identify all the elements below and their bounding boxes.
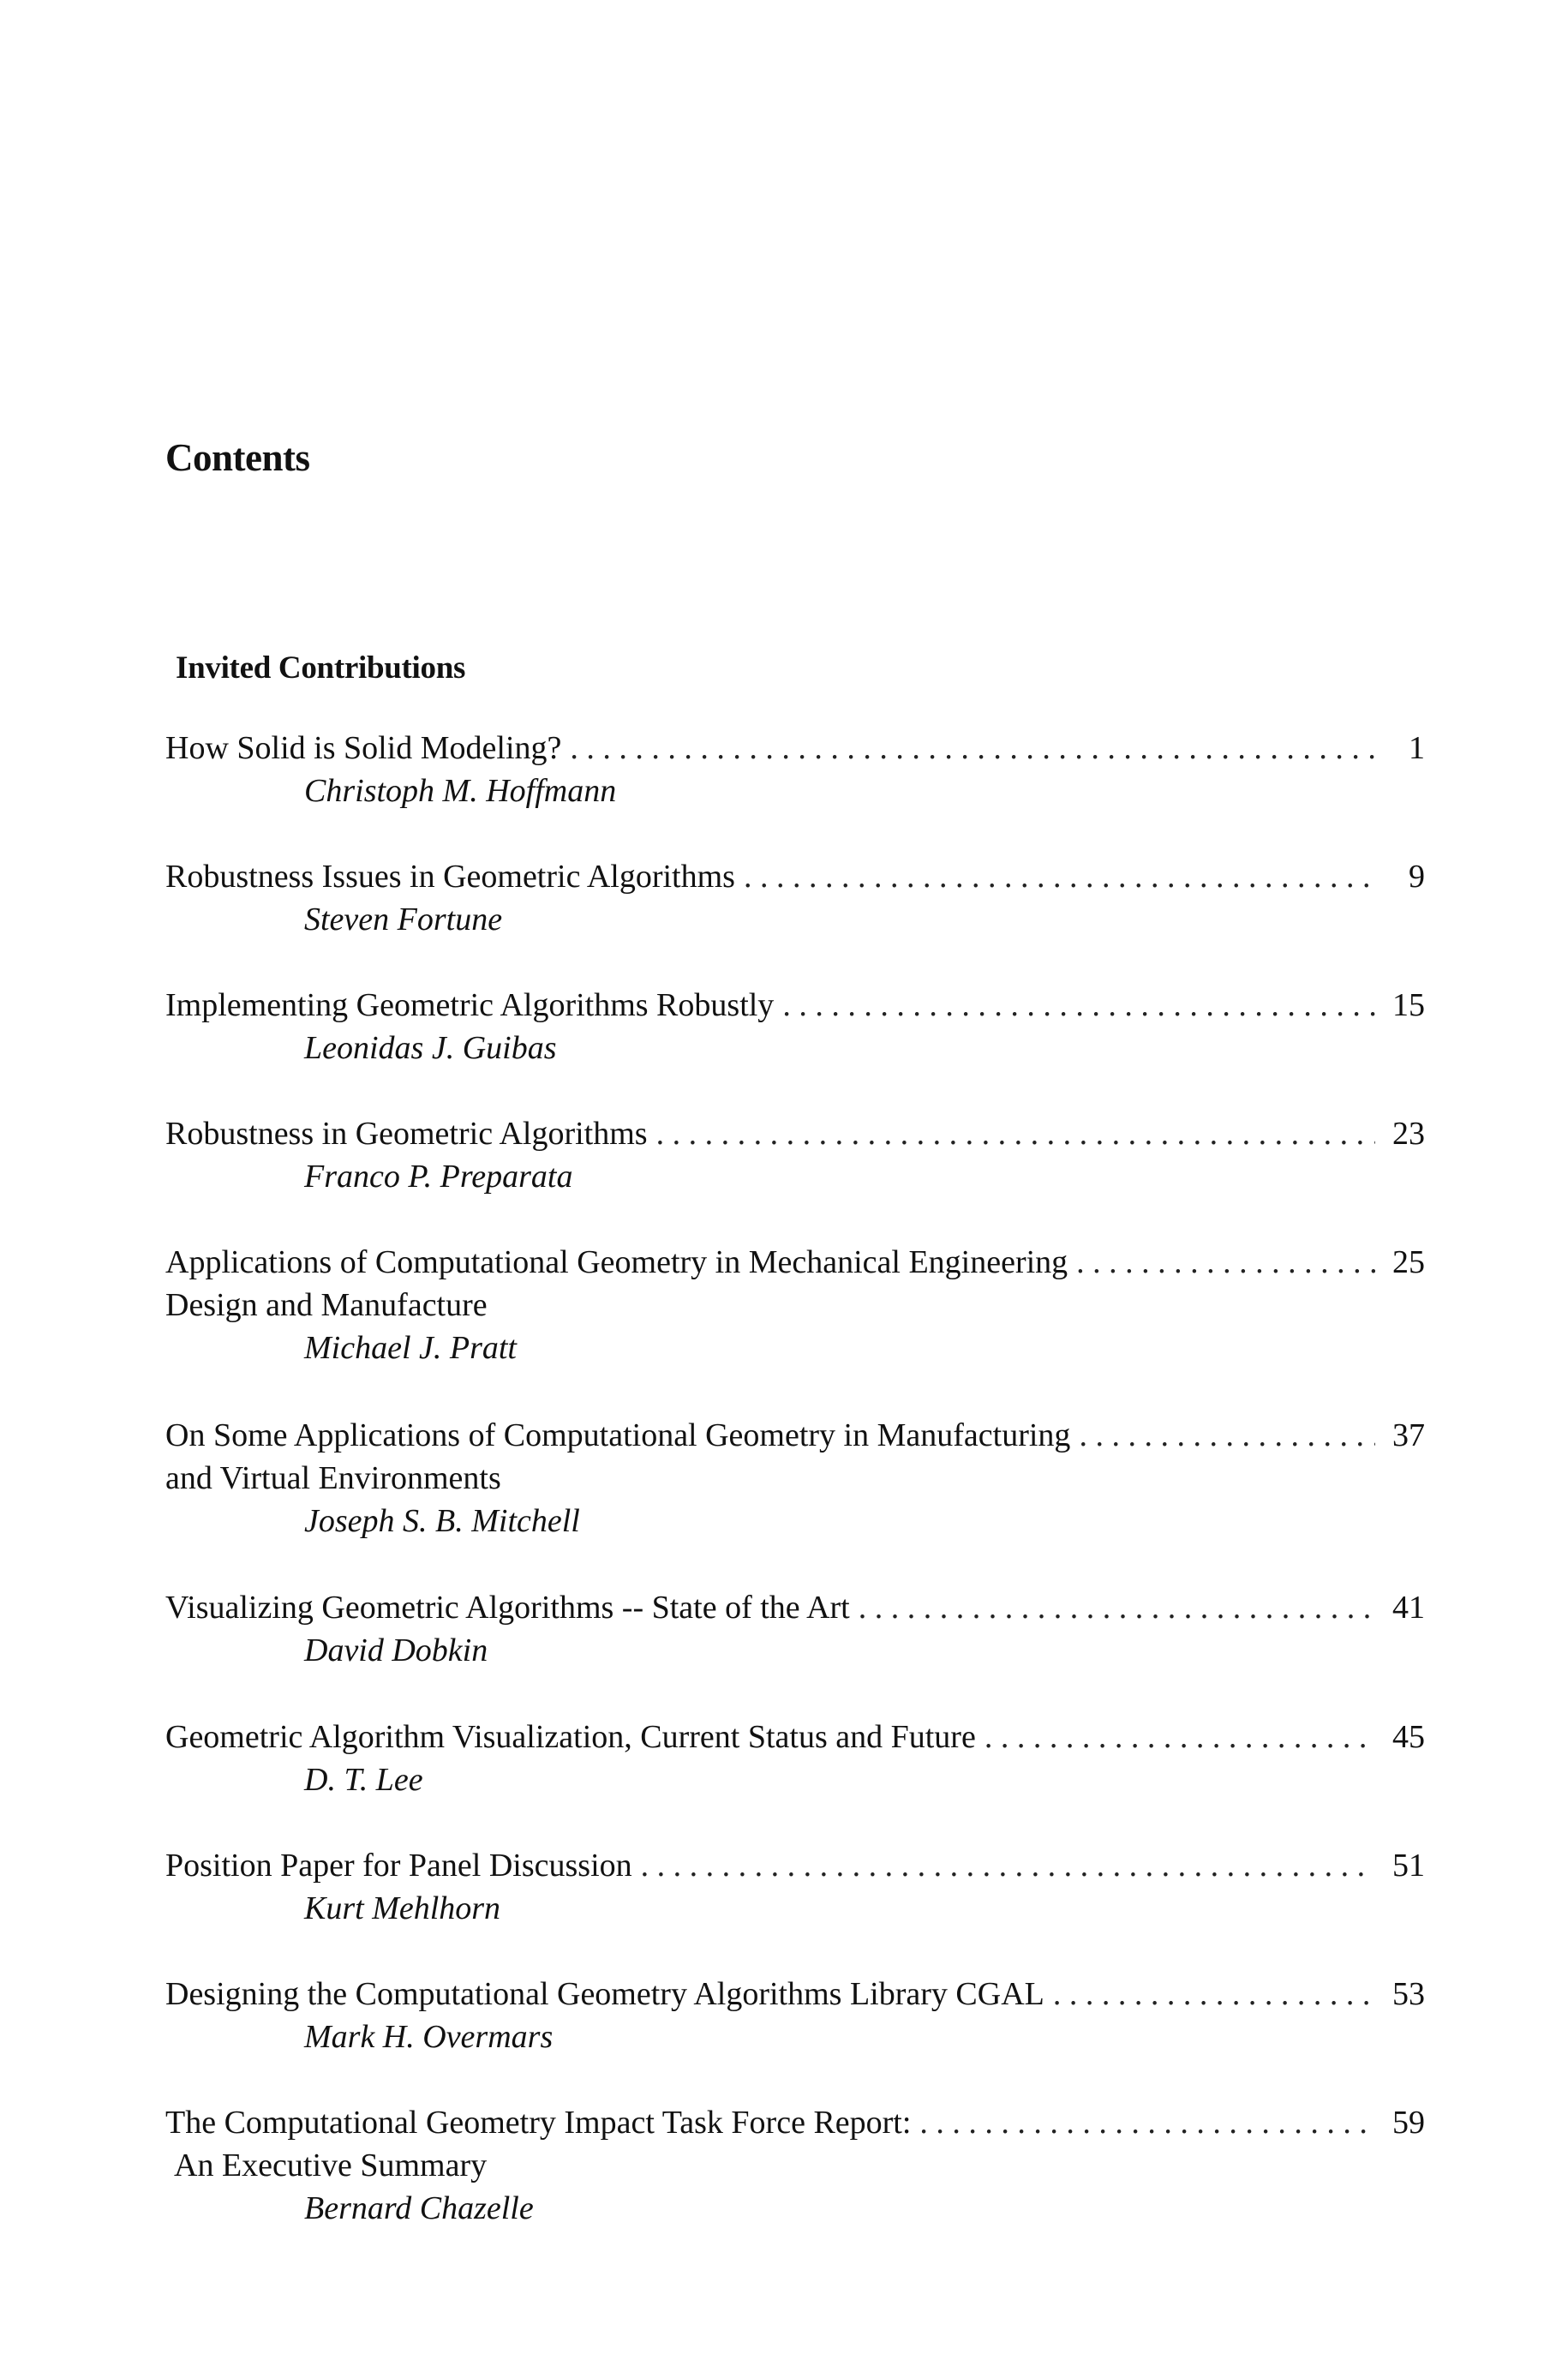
entry-title[interactable]: Robustness Issues in Geometric Algorithms (165, 859, 735, 895)
dot-leader (1053, 1973, 1375, 2016)
entry-title-continued: and Virtual Environments (165, 1460, 501, 1496)
entry-title[interactable]: Applications of Computational Geometry in Mechanical Engineering (165, 1244, 1068, 1280)
page-title: Contents (165, 436, 310, 479)
entry-author: D. T. Lee (304, 1762, 423, 1798)
page-number[interactable]: 45 (1392, 1719, 1425, 1755)
entry-title[interactable]: On Some Applications of Computational Geometry in Manufacturing (165, 1417, 1071, 1453)
entry-title[interactable]: Geometric Algorithm Visualization, Current Status and Future (165, 1719, 976, 1755)
page-number[interactable]: 41 (1392, 1590, 1425, 1626)
page-number[interactable]: 9 (1409, 859, 1425, 895)
dot-leader (744, 855, 1375, 898)
entry-title-continued: An Executive Summary (174, 2147, 488, 2183)
entry-author: Mark H. Overmars (304, 2019, 554, 2055)
entry-author: David Dobkin (304, 1632, 488, 1668)
toc-entry[interactable] (165, 1414, 1425, 1542)
page-number[interactable]: 15 (1392, 987, 1425, 1023)
section-title: Invited Contributions (176, 650, 466, 686)
toc-entry[interactable] (165, 2101, 1425, 2230)
entry-title[interactable]: Position Paper for Panel Discussion (165, 1848, 632, 1884)
entry-author: Christoph M. Hoffmann (304, 773, 617, 809)
toc-entry[interactable] (165, 1716, 1425, 1801)
entry-author: Michael J. Pratt (304, 1330, 517, 1366)
page-number[interactable]: 1 (1409, 730, 1425, 766)
dot-leader (919, 2101, 1375, 2144)
entry-author: Joseph S. B. Mitchell (304, 1503, 580, 1539)
entry-author: Leonidas J. Guibas (304, 1030, 557, 1066)
page-number[interactable]: 53 (1392, 1976, 1425, 2012)
page-number[interactable]: 23 (1392, 1116, 1425, 1152)
page-number[interactable]: 59 (1392, 2105, 1425, 2141)
page-number[interactable]: 37 (1392, 1417, 1425, 1453)
entry-author: Kurt Mehlhorn (304, 1890, 501, 1926)
entry-title[interactable]: Visualizing Geometric Algorithms -- State of the Art (165, 1590, 850, 1626)
toc-entry[interactable] (165, 855, 1425, 941)
entry-author: Bernard Chazelle (304, 2190, 534, 2226)
entry-author: Steven Fortune (304, 901, 503, 937)
entry-title[interactable]: How Solid is Solid Modeling? (165, 730, 562, 766)
entry-author: Franco P. Preparata (304, 1159, 573, 1195)
toc-entry[interactable] (165, 1973, 1425, 2058)
dot-leader (656, 1112, 1375, 1155)
toc-entry[interactable] (165, 727, 1425, 812)
dot-leader (984, 1716, 1375, 1758)
dot-leader (859, 1586, 1375, 1629)
dot-leader (641, 1844, 1375, 1887)
toc-entry[interactable] (165, 1844, 1425, 1930)
entry-title[interactable]: The Computational Geometry Impact Task Force Report: (165, 2105, 912, 2141)
entry-title-continued: Design and Manufacture (165, 1287, 488, 1323)
dot-leader (1076, 1241, 1375, 1284)
dot-leader (570, 727, 1375, 770)
page-number[interactable]: 25 (1392, 1244, 1425, 1280)
dot-leader (1079, 1414, 1375, 1457)
toc-entry[interactable] (165, 1112, 1425, 1198)
page-number[interactable]: 51 (1392, 1848, 1425, 1884)
toc-entry[interactable] (165, 984, 1425, 1069)
toc-entry[interactable] (165, 1586, 1425, 1672)
toc-entry[interactable] (165, 1241, 1425, 1369)
entry-title[interactable]: Designing the Computational Geometry Algorithms Library CGAL (165, 1976, 1044, 2012)
entry-title[interactable]: Implementing Geometric Algorithms Robustly (165, 987, 775, 1023)
entry-title[interactable]: Robustness in Geometric Algorithms (165, 1116, 648, 1152)
dot-leader (782, 984, 1375, 1027)
